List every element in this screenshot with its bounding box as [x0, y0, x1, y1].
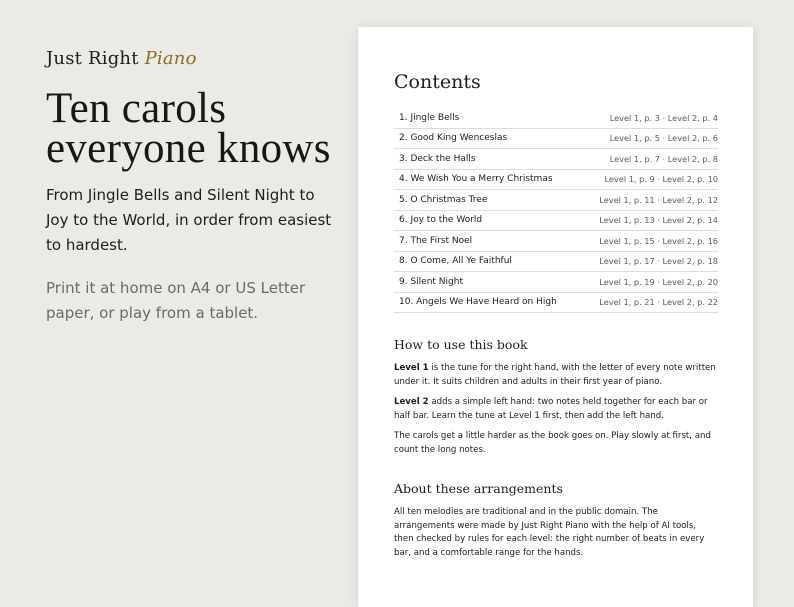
hero-panel — [46, 48, 336, 326]
toc-row — [394, 272, 718, 293]
howto-paragraph-2 — [394, 396, 718, 423]
brand-name: Just Right — [46, 48, 139, 69]
headline — [46, 85, 336, 172]
brand-accent: Piano — [144, 48, 197, 69]
toc-row — [394, 149, 718, 170]
toc-row — [394, 190, 718, 211]
toc-pages: Level 1, p. 11 · Level 2, p. 12 — [599, 194, 718, 205]
toc-row — [394, 129, 718, 150]
toc-title: 10. Angels We Have Heard on High — [399, 297, 557, 308]
toc-pages: Level 1, p. 3 · Level 2, p. 4 — [609, 112, 718, 123]
toc-row — [394, 108, 718, 129]
toc-row — [394, 170, 718, 191]
toc-title: 8. O Come, All Ye Faithful — [399, 256, 512, 267]
toc-pages: Level 1, p. 17 · Level 2, p. 18 — [599, 256, 718, 267]
howto-text-1: is the tune for the right hand, with the letter of every note written under it. It suits children and adults in their first year of piano. — [394, 363, 716, 387]
toc-pages: Level 1, p. 9 · Level 2, p. 10 — [604, 174, 718, 185]
toc-pages: Level 1, p. 15 · Level 2, p. 16 — [599, 235, 718, 246]
lead-text: From Jingle Bells and Silent Night to Joy to the World, in order from easiest to hardest. — [46, 186, 332, 254]
sub-text: Print it at home on A4 or US Letter paper, or play from a tablet. — [46, 279, 306, 322]
howto-text-2: adds a simple left hand: two notes held together for each bar or half bar. Learn the tune at Level 1 first, then add the left hand. — [394, 397, 708, 421]
about-paragraph: All ten melodies are traditional and in the public domain. The arrangements were made by Just Right Piano with the help of AI tools, then checked by rules for each level: the right number of beats in every bar, and a comfortable range for the hands. — [394, 507, 705, 558]
headline-line-1: Ten carols — [46, 85, 227, 132]
toc-title: 9. Silent Night — [399, 276, 463, 287]
toc-pages: Level 1, p. 19 · Level 2, p. 20 — [599, 276, 718, 287]
toc-row — [394, 231, 718, 252]
toc-title: 2. Good King Wenceslas — [399, 133, 508, 144]
level-2-label: Level 2 — [394, 397, 429, 407]
level-1-label: Level 1 — [394, 363, 429, 373]
toc-row — [394, 252, 718, 273]
howto-paragraph-1 — [394, 362, 718, 389]
toc-row — [394, 211, 718, 232]
page-content — [394, 71, 718, 567]
howto-paragraph-3: The carols get a little harder as the book goes on. Play slowly at first, and count the long notes. — [394, 431, 711, 455]
howto-title: How to use this book — [394, 337, 528, 352]
toc-title: 6. Joy to the World — [399, 215, 483, 226]
toc-title: 1. Jingle Bells — [399, 112, 460, 123]
headline-line-2: everyone knows — [46, 125, 331, 172]
toc-pages: Level 1, p. 21 · Level 2, p. 22 — [599, 297, 718, 308]
toc-title: 7. The First Noel — [399, 235, 473, 246]
toc-title: 5. O Christmas Tree — [399, 194, 488, 205]
brand-title — [46, 48, 336, 69]
table-of-contents — [394, 108, 718, 313]
toc-pages: Level 1, p. 13 · Level 2, p. 14 — [599, 215, 718, 226]
toc-title: 4. We Wish You a Merry Christmas — [399, 174, 553, 185]
toc-title: 3. Deck the Halls — [399, 153, 476, 164]
toc-pages: Level 1, p. 5 · Level 2, p. 6 — [609, 133, 718, 144]
book-page — [358, 27, 753, 607]
toc-pages: Level 1, p. 7 · Level 2, p. 8 — [609, 153, 718, 164]
about-title: About these arrangements — [394, 481, 563, 496]
contents-title: Contents — [394, 71, 481, 93]
toc-row — [394, 293, 718, 314]
